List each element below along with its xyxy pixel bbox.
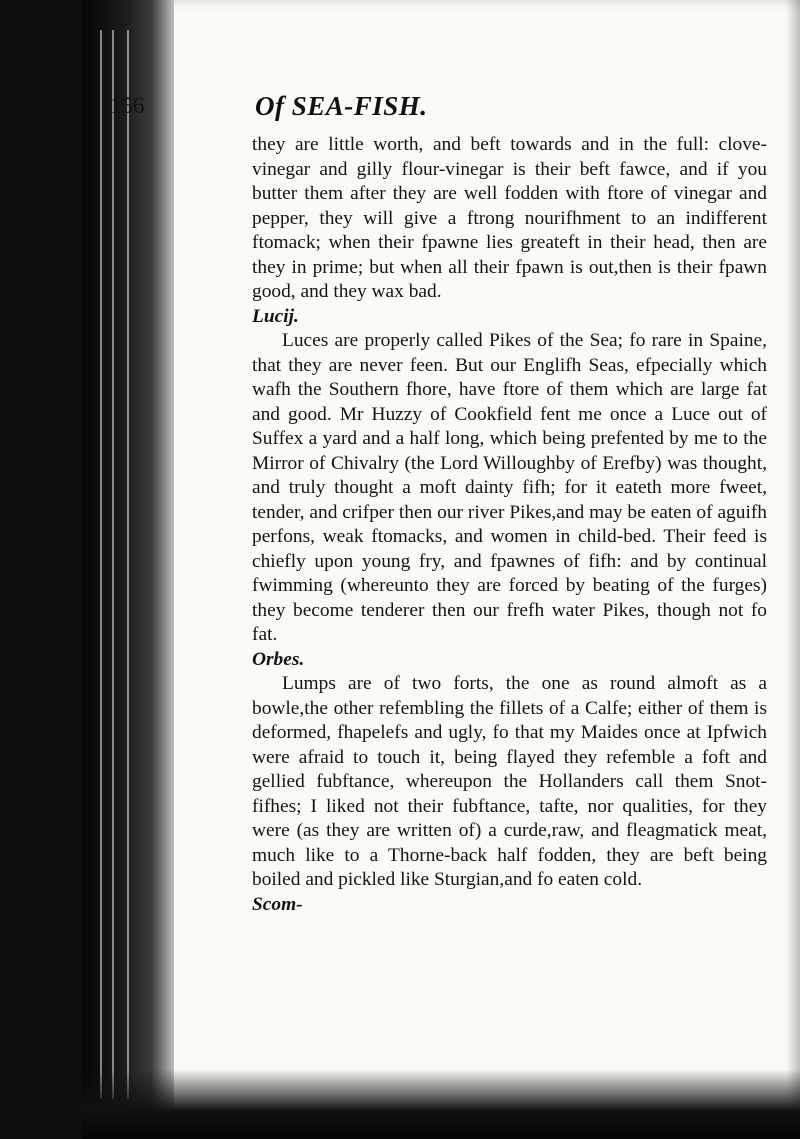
page-bottom-shadow: [82, 1069, 800, 1139]
paragraph: Luces are properly called Pikes of the Sea; fo rare in Spaine, that they are never feen. But our Englifh Seas, efpecially which wafh the Southern fhore, have ftore of them which are large fat and good. Mr Huzzy of Cookfield fent me once a Luce out of Suffex a yard and a half long, which being prefented by me to the Mirror of Chivalry (the Lord Willoughby of Erefby) was thought, and truly thought a moft dainty fifh; for it eateth more fweet, tender, and crifper then our river Pikes,and may be eaten of aguifh perfons, weak ftomacks, and women in child-bed. Their feed is chiefly upon young fry, and fpawnes of fifh: and by continual fwimming (whereunto they are forced by beating of the furges) they become tenderer then our frefh water Pikes, though not fo fat.: [252, 330, 767, 645]
book-gutter: [82, 0, 174, 1139]
running-title: Of SEA-FISH.: [255, 91, 428, 121]
paragraph: they are little worth, and beft towards and in the full: clove-vinegar and gilly flour-vinegar is their beft fawce, and if you butter them after they are well fodden with ftore of vinegar and pepper, they will give a ftrong nourifhment to an indifferent ftomack; when their fpawne lies greateft in their head, then are they in prime; but when all their fpawn is out,then is their fpawn good, and they wax bad.: [252, 134, 767, 302]
body-text: [252, 133, 767, 917]
section-heading: Lucij.: [252, 305, 299, 327]
page-number: 156: [110, 93, 145, 118]
gutter-line: [112, 30, 114, 1099]
catchword: Scom-: [252, 893, 303, 915]
gutter-line: [100, 30, 102, 1099]
gutter-line: [127, 30, 129, 1099]
paragraph: Lumps are of two forts, the one as round almoft as a bowle,the other refembling the fillets of a Calfe; either of them is deformed, fhapelefs and ugly, fo that my Maides once at Ipfwich were afraid to touch it, being flayed they refemble a foft and gellied fubftance, whereupon the Hollanders call them Snot-fifhes; I liked not their fubftance, tafte, nor qualities, for they were (as they are written of) a curde,raw, and fleagmatick meat, much like to a Thorne-back half fodden, they are beft being boiled and pickled like Sturgian,and fo eaten cold.: [252, 673, 767, 890]
section-heading: Orbes.: [252, 648, 305, 670]
page-edge-shadow: [786, 0, 800, 1139]
page-header: [0, 93, 800, 133]
